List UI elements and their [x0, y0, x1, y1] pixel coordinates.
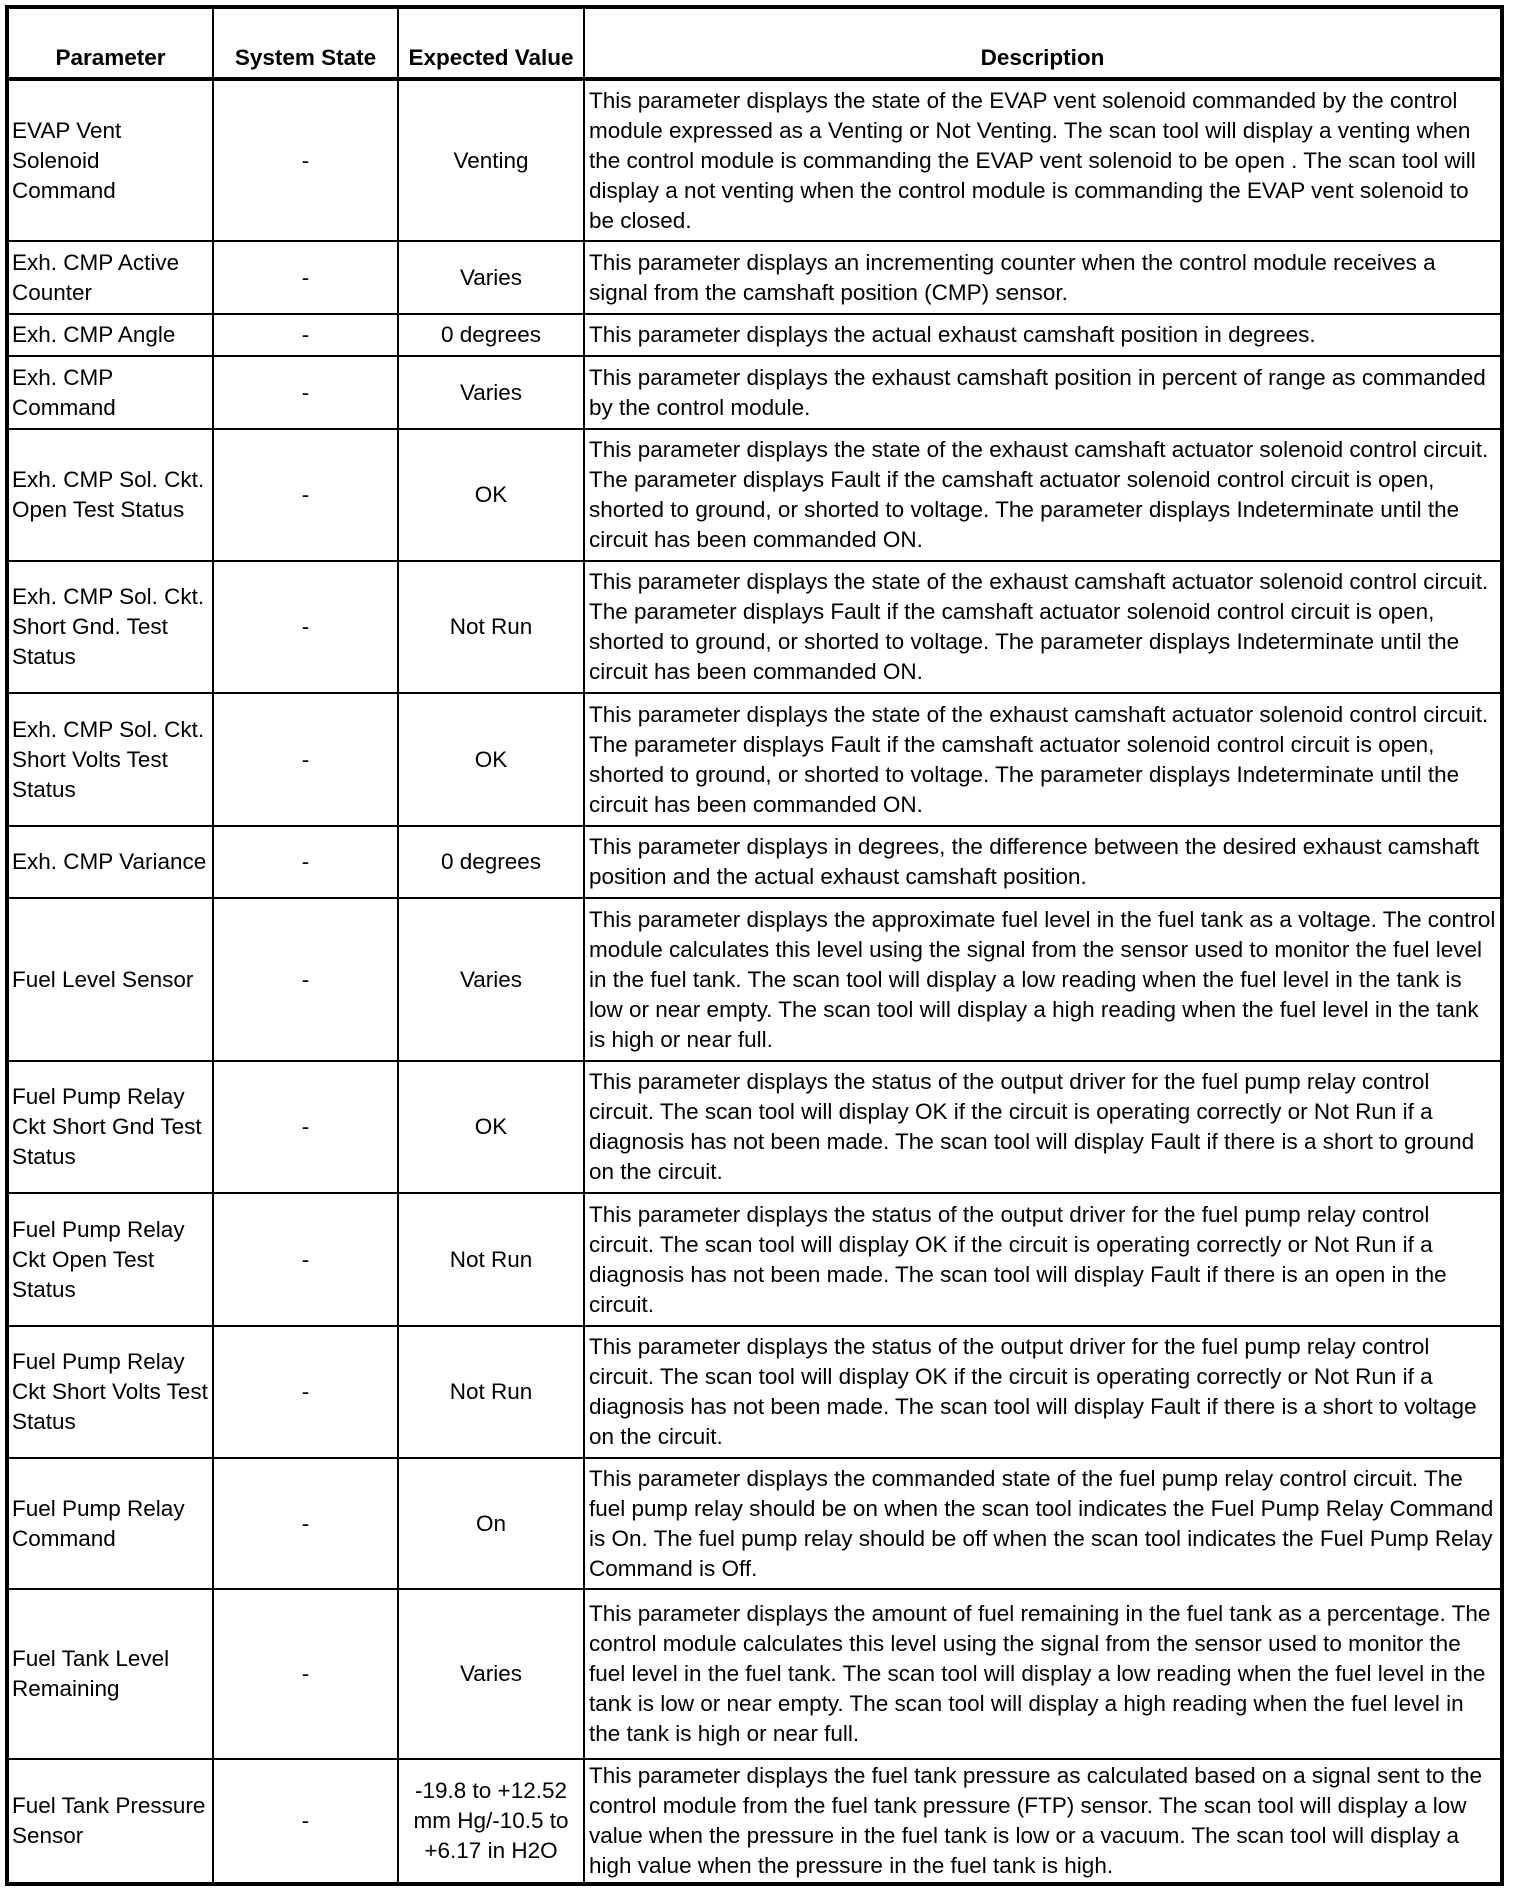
description-cell: This parameter displays the state of the exhaust camshaft actuator solenoid control circuit. The parameter displays Fault if the camshaft actuator solenoid control circuit is open, shorted to ground, or shorted to voltage. The parameter displays Indeterminate until the circuit has been commanded ON. [584, 429, 1502, 561]
description-cell: This parameter displays the actual exhaust camshaft position in degrees. [584, 314, 1502, 356]
expected-value-cell: On [398, 1458, 584, 1589]
expected-value-cell: 0 degrees [398, 314, 584, 356]
parameter-cell: Fuel Pump Relay Command [7, 1458, 213, 1589]
parameter-cell: Exh. CMP Sol. Ckt. Open Test Status [7, 429, 213, 561]
parameter-cell: Fuel Level Sensor [7, 898, 213, 1061]
description-cell: This parameter displays the state of the exhaust camshaft actuator solenoid control circuit. The parameter displays Fault if the camshaft actuator solenoid control circuit is open, shorted to ground, or shorted to voltage. The parameter displays Indeterminate until the circuit has been commanded ON. [584, 561, 1502, 693]
table-row [7, 1458, 1502, 1589]
expected-value-cell: Not Run [398, 561, 584, 693]
expected-value-cell: Venting [398, 79, 584, 241]
expected-value-cell: OK [398, 1061, 584, 1193]
description-cell: This parameter displays in degrees, the difference between the desired exhaust camshaft position and the actual exhaust camshaft position. [584, 826, 1502, 898]
expected-value-cell: 0 degrees [398, 826, 584, 898]
expected-value-cell: Not Run [398, 1193, 584, 1326]
header-row [7, 7, 1502, 79]
system-state-cell: - [213, 241, 398, 314]
system-state-cell: - [213, 314, 398, 356]
expected-value-cell: OK [398, 693, 584, 826]
description-cell: This parameter displays the fuel tank pressure as calculated based on a signal sent to the control module from the fuel tank pressure (FTP) sensor. The scan tool will display a low value when the pressure in the fuel tank is low or a vacuum. The scan tool will display a high value when the pressure in the fuel tank is high. [584, 1759, 1502, 1884]
table-row [7, 1193, 1502, 1326]
parameter-cell: Exh. CMP Command [7, 356, 213, 429]
table-row [7, 1759, 1502, 1884]
system-state-cell: - [213, 1759, 398, 1884]
table-row [7, 241, 1502, 314]
description-cell: This parameter displays the amount of fuel remaining in the fuel tank as a percentage. The control module calculates this level using the signal from the sensor used to monitor the fuel level in the fuel tank. The scan tool will display a low reading when the fuel level in the tank is low or near empty. The scan tool will display a high reading when the fuel level in the tank is high or near full. [584, 1589, 1502, 1759]
parameter-cell: Exh. CMP Angle [7, 314, 213, 356]
table-row [7, 826, 1502, 898]
description-cell: This parameter displays the state of the exhaust camshaft actuator solenoid control circuit. The parameter displays Fault if the camshaft actuator solenoid control circuit is open, shorted to ground, or shorted to voltage. The parameter displays Indeterminate until the circuit has been commanded ON. [584, 693, 1502, 826]
system-state-cell: - [213, 1193, 398, 1326]
table-row [7, 898, 1502, 1061]
table-row [7, 429, 1502, 561]
description-cell: This parameter displays the approximate fuel level in the fuel tank as a voltage. The control module calculates this level using the signal from the sensor used to monitor the fuel level in the fuel tank. The scan tool will display a low reading when the fuel level in the tank is low or near empty. The scan tool will display a high reading when the fuel level in the tank is high or near full. [584, 898, 1502, 1061]
system-state-cell: - [213, 356, 398, 429]
description-cell: This parameter displays the status of the output driver for the fuel pump relay control circuit. The scan tool will display OK if the circuit is operating correctly or Not Run if a diagnosis has not been made. The scan tool will display Fault if there is a short to ground on the circuit. [584, 1061, 1502, 1193]
description-cell: This parameter displays the status of the output driver for the fuel pump relay control circuit. The scan tool will display OK if the circuit is operating correctly or Not Run if a diagnosis has not been made. The scan tool will display Fault if there is an open in the circuit. [584, 1193, 1502, 1326]
header-system-state: System State [213, 7, 398, 79]
parameter-cell: Exh. CMP Variance [7, 826, 213, 898]
description-cell: This parameter displays the commanded state of the fuel pump relay control circuit. The fuel pump relay should be on when the scan tool indicates the Fuel Pump Relay Command is On. The fuel pump relay should be off when the scan tool indicates the Fuel Pump Relay Command is Off. [584, 1458, 1502, 1589]
expected-value-cell: Varies [398, 356, 584, 429]
expected-value-cell: Not Run [398, 1326, 584, 1458]
parameter-cell: EVAP Vent Solenoid Command [7, 79, 213, 241]
description-cell: This parameter displays the exhaust camshaft position in percent of range as commanded by the control module. [584, 356, 1502, 429]
system-state-cell: - [213, 561, 398, 693]
expected-value-cell: Varies [398, 1589, 584, 1759]
header-expected-value: Expected Value [398, 7, 584, 79]
description-cell: This parameter displays the state of the EVAP vent solenoid commanded by the control module expressed as a Venting or Not Venting. The scan tool will display a venting when the control module is commanding the EVAP vent solenoid to be open . The scan tool will display a not venting when the control module is commanding the EVAP vent solenoid to be closed. [584, 79, 1502, 241]
table-row [7, 79, 1502, 241]
table-row [7, 1326, 1502, 1458]
expected-value-cell: Varies [398, 241, 584, 314]
system-state-cell: - [213, 826, 398, 898]
parameter-cell: Fuel Tank Level Remaining [7, 1589, 213, 1759]
parameter-cell: Fuel Tank Pressure Sensor [7, 1759, 213, 1884]
table-row [7, 561, 1502, 693]
parameter-cell: Exh. CMP Sol. Ckt. Short Volts Test Status [7, 693, 213, 826]
header-description: Description [584, 7, 1502, 79]
table-row [7, 314, 1502, 356]
parameter-cell: Exh. CMP Active Counter [7, 241, 213, 314]
system-state-cell: - [213, 1326, 398, 1458]
parameter-table [5, 5, 1504, 1886]
table-row [7, 1589, 1502, 1759]
parameter-cell: Exh. CMP Sol. Ckt. Short Gnd. Test Status [7, 561, 213, 693]
table-row [7, 356, 1502, 429]
parameter-cell: Fuel Pump Relay Ckt Short Gnd Test Status [7, 1061, 213, 1193]
system-state-cell: - [213, 1589, 398, 1759]
parameter-cell: Fuel Pump Relay Ckt Open Test Status [7, 1193, 213, 1326]
expected-value-cell: -19.8 to +12.52 mm Hg/-10.5 to +6.17 in H2O [398, 1759, 584, 1884]
header-parameter: Parameter [7, 7, 213, 79]
table-row [7, 1061, 1502, 1193]
system-state-cell: - [213, 429, 398, 561]
system-state-cell: - [213, 693, 398, 826]
parameter-cell: Fuel Pump Relay Ckt Short Volts Test Status [7, 1326, 213, 1458]
expected-value-cell: Varies [398, 898, 584, 1061]
system-state-cell: - [213, 898, 398, 1061]
system-state-cell: - [213, 79, 398, 241]
system-state-cell: - [213, 1061, 398, 1193]
description-cell: This parameter displays an incrementing counter when the control module receives a signal from the camshaft position (CMP) sensor. [584, 241, 1502, 314]
table-row [7, 693, 1502, 826]
system-state-cell: - [213, 1458, 398, 1589]
expected-value-cell: OK [398, 429, 584, 561]
description-cell: This parameter displays the status of the output driver for the fuel pump relay control circuit. The scan tool will display OK if the circuit is operating correctly or Not Run if a diagnosis has not been made. The scan tool will display Fault if there is a short to voltage on the circuit. [584, 1326, 1502, 1458]
